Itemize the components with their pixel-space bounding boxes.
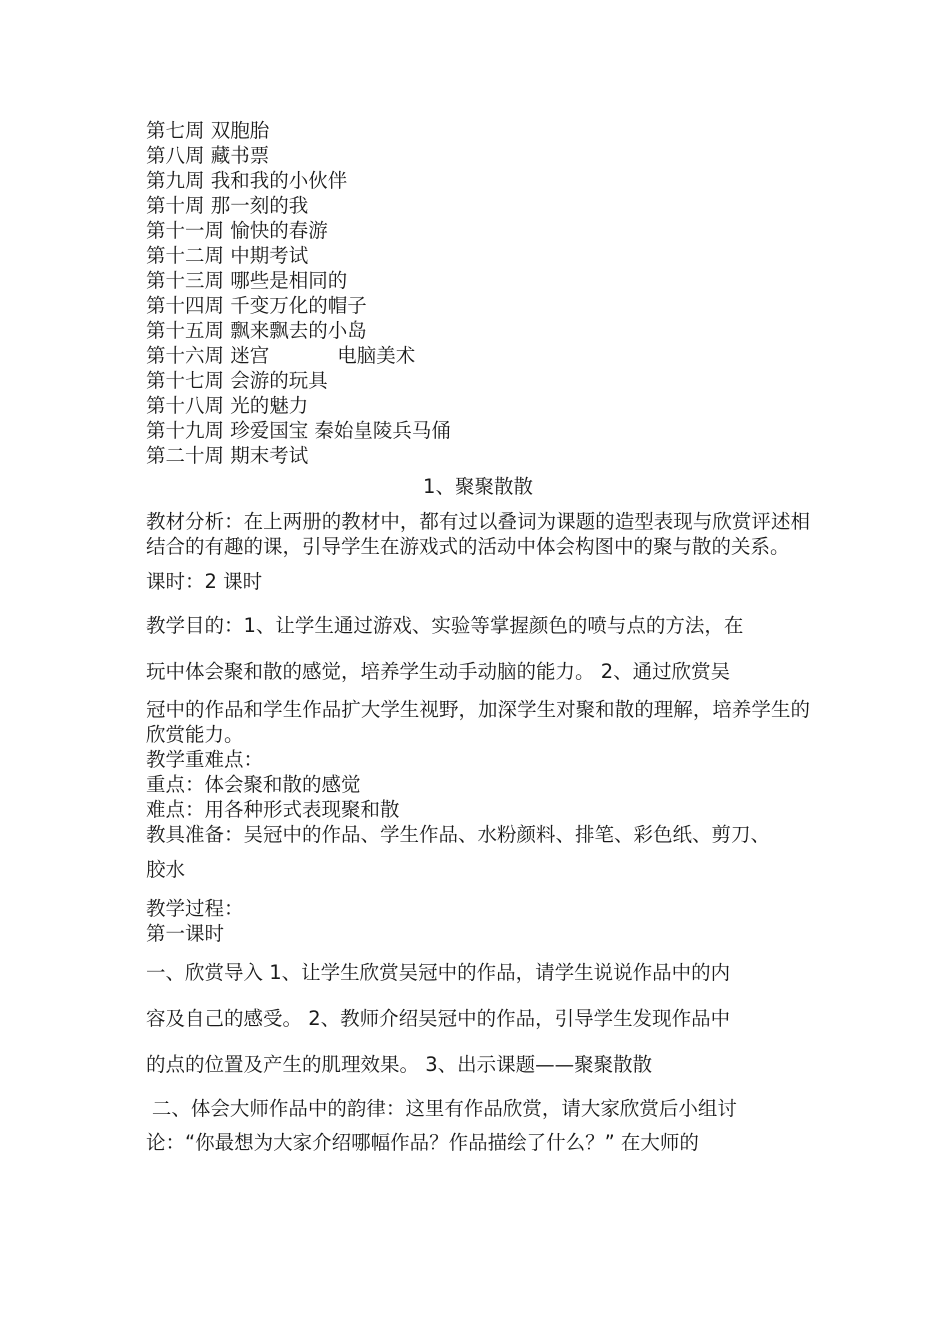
step-one-line-1: 一、欣赏导入 1、让学生欣赏吴冠中的作品，请学生说说作品中的内 <box>146 961 731 984</box>
document-page <box>146 118 810 1160</box>
week-item-16 <box>146 343 810 368</box>
step-two-line-1: 二、体会大师作品中的韵律：这里有作品欣赏，请大家欣赏后小组讨 <box>151 1097 737 1120</box>
week-item: 第九周 我和我的小伙伴 <box>146 169 348 192</box>
week-item: 第七周 双胞胎 <box>146 119 270 142</box>
teaching-tools-line-1: 教具准备：吴冠中的作品、学生作品、水粉颜料、排笔、彩色纸、剪刀、 <box>146 823 771 846</box>
week-item: 第十三周 哪些是相同的 <box>146 269 348 292</box>
week-item: 第十四周 千变万化的帽子 <box>146 294 367 317</box>
step-two-line-2: 论：“你最想为大家介绍哪幅作品？作品描绘了什么？” 在大师的 <box>146 1131 699 1154</box>
process-heading: 教学过程： <box>146 897 244 920</box>
step-one-line-3: 的点的位置及产生的肌理效果。 3、出示课题——聚聚散散 <box>146 1053 653 1076</box>
week-item: 第八周 藏书票 <box>146 144 270 167</box>
first-period: 第一课时 <box>146 922 225 945</box>
week-item: 第十九周 珍爱国宝 秦始皇陵兵马俑 <box>146 419 451 442</box>
week-item-16-note: 电脑美术 <box>337 344 416 367</box>
lesson-title: 1、聚聚散散 <box>423 475 533 498</box>
teaching-goal-rest: 冠中的作品和学生作品扩大学生视野，加深学生对聚和散的理解，培养学生的欣赏能力。 <box>146 698 810 746</box>
week-schedule-list <box>146 118 810 468</box>
week-item: 第十二周 中期考试 <box>146 244 309 267</box>
week-item-16-label: 第十六周 迷宫 <box>146 344 270 367</box>
difficulty-heading: 教学重难点： <box>146 748 264 771</box>
teaching-goal-line-2: 玩中体会聚和散的感觉，培养学生动手动脑的能力。 2、通过欣赏吴 <box>146 660 731 683</box>
week-item: 第十八周 光的魅力 <box>146 394 309 417</box>
material-analysis: 教材分析：在上两册的教材中，都有过以叠词为课题的造型表现与欣赏评述相结合的有趣的课，引导学生在游戏式的活动中体会构图中的聚与散的关系。 <box>146 510 810 558</box>
week-item: 第十五周 飘来飘去的小岛 <box>146 319 367 342</box>
week-item: 第二十周 期末考试 <box>146 444 309 467</box>
teaching-goal-line-1: 教学目的：1、让学生通过游戏、实验等掌握颜色的喷与点的方法，在 <box>146 614 744 637</box>
week-item: 第十一周 愉快的春游 <box>146 219 328 242</box>
lesson-hours: 课时：2 课时 <box>146 570 263 593</box>
hard-point: 难点：用各种形式表现聚和散 <box>146 798 400 821</box>
teaching-tools-line-2: 胶水 <box>146 858 186 881</box>
key-point: 重点：体会聚和散的感觉 <box>146 773 361 796</box>
week-item: 第十周 那一刻的我 <box>146 194 309 217</box>
week-item: 第十七周 会游的玩具 <box>146 369 328 392</box>
step-one-line-2: 容及自己的感受。 2、教师介绍吴冠中的作品，引导学生发现作品中 <box>146 1007 731 1030</box>
